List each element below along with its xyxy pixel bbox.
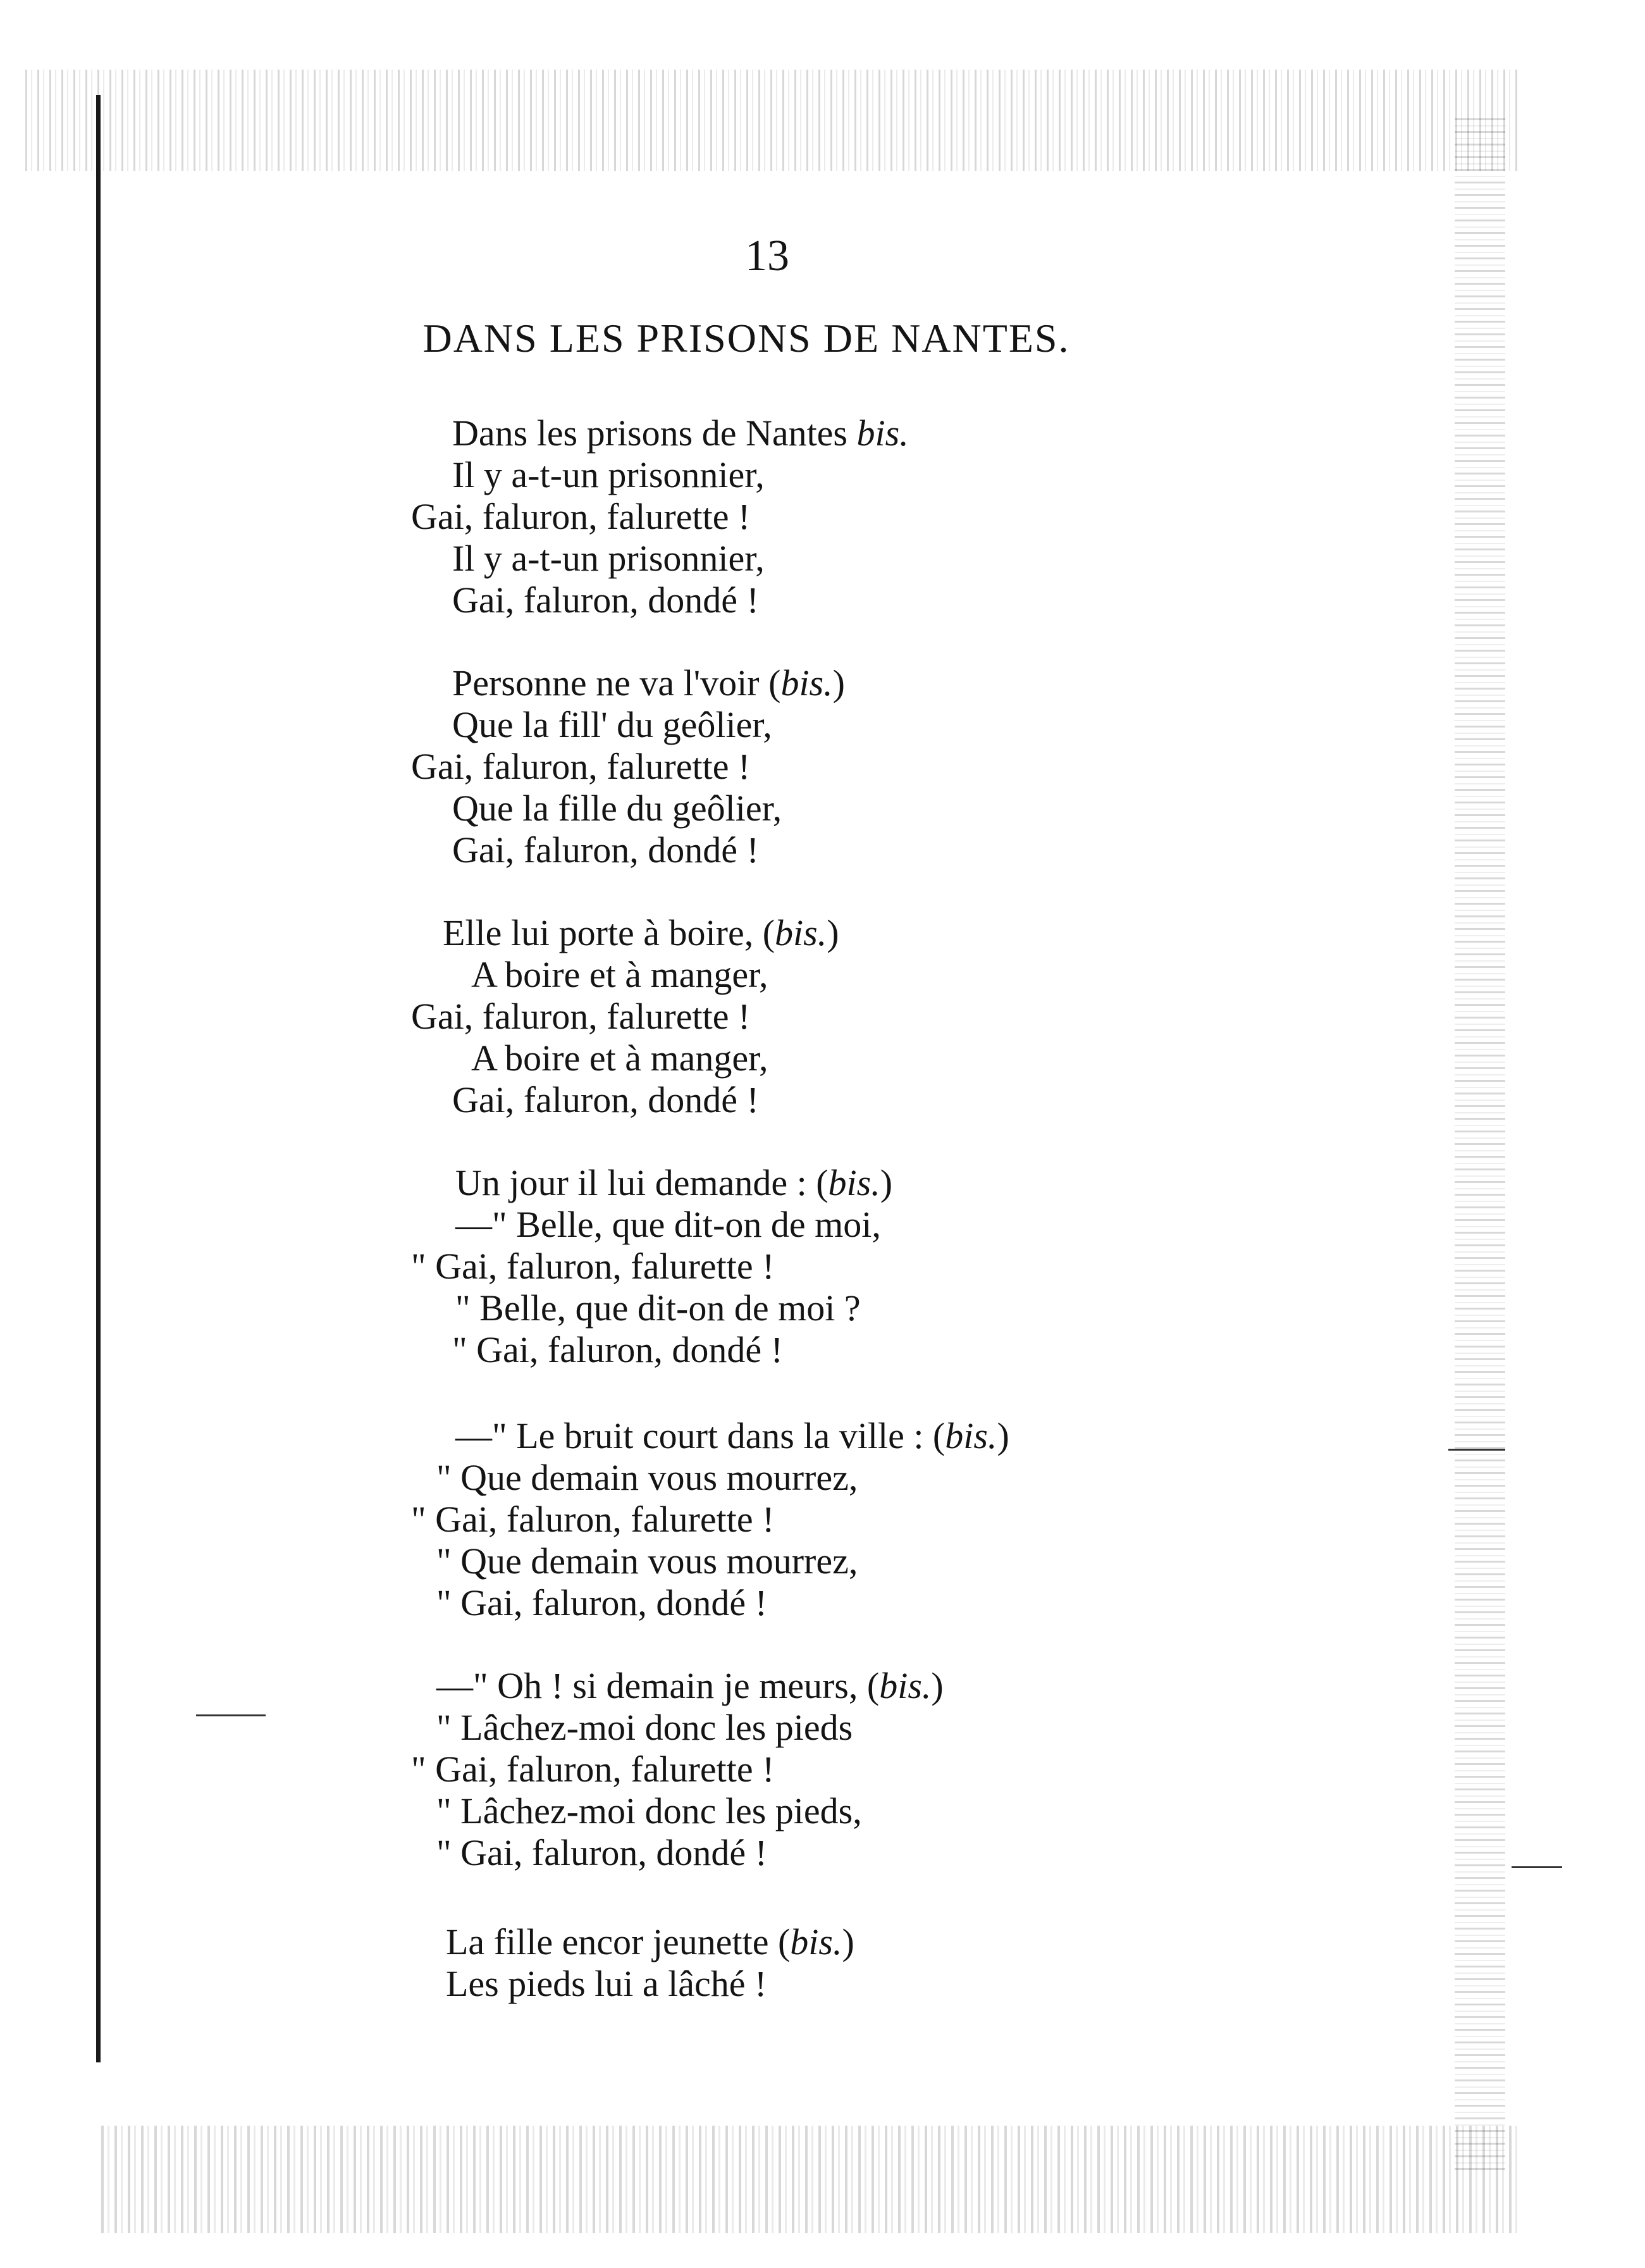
verse-line — [452, 828, 759, 872]
verse-line — [411, 1747, 774, 1792]
bis-marker: bis. — [780, 662, 833, 703]
scan-edge-top — [25, 70, 1518, 171]
verse-text: Gai, faluron, dondé ! — [452, 829, 759, 871]
stray-mark — [1512, 1866, 1562, 1868]
verse-text: Il y a-t-un prisonnier, — [452, 454, 765, 495]
verse-line — [452, 661, 845, 705]
verse-text: " Que demain vous mourrez, — [436, 1457, 858, 1498]
verse-text: Gai, faluron, dondé ! — [452, 1079, 759, 1120]
verse-line — [452, 453, 765, 497]
scan-edge-right — [1455, 114, 1505, 2170]
verse-line — [436, 1664, 944, 1708]
bis-marker: bis. — [945, 1415, 997, 1456]
verse-text: " Gai, faluron, falurette ! — [411, 1749, 775, 1790]
bis-marker: bis. — [790, 1921, 842, 1962]
verse-text: A boire et à manger, — [471, 1038, 768, 1079]
verse-line — [411, 1244, 774, 1289]
verse-text: " Lâchez-moi donc les pieds, — [436, 1790, 862, 1831]
verse-text: Que la fill' du geôlier, — [452, 704, 772, 745]
verse-line — [436, 1456, 858, 1500]
page-number: 13 — [745, 232, 789, 280]
bis-marker: bis. — [828, 1162, 880, 1203]
verse-text: Il y a-t-un prisonnier, — [452, 538, 765, 579]
verse-text: Que la fille du geôlier, — [452, 788, 782, 829]
verse-line — [452, 703, 772, 747]
verse-text: Gai, faluron, dondé ! — [452, 579, 759, 621]
bis-marker: bis. — [856, 412, 909, 454]
closing-paren: ) — [931, 1665, 944, 1706]
closing-paren: ) — [842, 1921, 854, 1962]
verse-text: Un jour il lui demande : ( — [455, 1162, 829, 1203]
verse-text: —" Oh ! si demain je meurs, ( — [436, 1665, 880, 1706]
verse-line — [455, 1414, 1009, 1458]
verse-text: " Gai, faluron, falurette ! — [411, 1246, 775, 1287]
verse-text: " Gai, faluron, falurette ! — [411, 1499, 775, 1540]
verse-text: Gai, faluron, falurette ! — [411, 496, 751, 537]
verse-text: " Lâchez-moi donc les pieds — [436, 1707, 853, 1748]
verse-line — [452, 1328, 783, 1372]
closing-paren: ) — [880, 1162, 893, 1203]
verse-line — [455, 1161, 892, 1205]
verse-line — [452, 578, 759, 623]
verse-text: " Gai, faluron, dondé ! — [436, 1832, 767, 1873]
verse-text: Gai, faluron, falurette ! — [411, 996, 751, 1037]
verse-text: " Que demain vous mourrez, — [436, 1540, 858, 1582]
verse-text: A boire et à manger, — [471, 954, 768, 995]
verse-line — [411, 995, 750, 1039]
verse-line — [455, 1286, 861, 1330]
closing-paren: ) — [997, 1415, 1009, 1456]
verse-line — [471, 1036, 768, 1081]
stray-mark — [1448, 1449, 1505, 1451]
verse-line — [443, 911, 839, 955]
verse-line — [411, 495, 750, 539]
verse-line — [446, 1920, 854, 1964]
bis-marker: bis. — [879, 1665, 932, 1706]
verse-text: " Gai, faluron, dondé ! — [436, 1582, 767, 1623]
verse-text: Elle lui porte à boire, ( — [443, 912, 775, 953]
stray-mark — [196, 1714, 266, 1716]
verse-text: Personne ne va l'voir ( — [452, 662, 781, 703]
scan-edge-bottom — [101, 2126, 1518, 2233]
closing-paren: ) — [827, 912, 839, 953]
verse-line — [436, 1789, 862, 1833]
verse-text: La fille encor jeunette ( — [446, 1921, 791, 1962]
verse-text: " Gai, faluron, dondé ! — [452, 1329, 783, 1370]
verse-line — [455, 1203, 881, 1247]
verse-line — [452, 786, 782, 831]
verse-line — [436, 1831, 767, 1875]
verse-line — [452, 1078, 759, 1122]
bis-marker: bis. — [775, 912, 827, 953]
verse-line — [446, 1962, 767, 2006]
verse-line — [436, 1581, 767, 1625]
verse-text: " Belle, que dit-on de moi ? — [455, 1287, 861, 1329]
verse-line — [411, 1497, 774, 1542]
verse-text: Dans les prisons de Nantes — [452, 412, 857, 454]
verse-line — [436, 1539, 858, 1583]
song-title: DANS LES PRISONS DE NANTES. — [422, 316, 1070, 361]
verse-line — [471, 953, 768, 997]
verse-line — [411, 745, 750, 789]
binding-line — [96, 95, 101, 2062]
closing-paren: ) — [832, 662, 845, 703]
verse-text: Les pieds lui a lâché ! — [446, 1963, 767, 2004]
verse-line — [452, 536, 765, 581]
verse-text: —" Belle, que dit-on de moi, — [455, 1204, 881, 1245]
verse-line — [452, 411, 909, 455]
verse-text: Gai, faluron, falurette ! — [411, 746, 751, 787]
verse-text: —" Le bruit court dans la ville : ( — [455, 1415, 946, 1456]
verse-line — [436, 1706, 853, 1750]
